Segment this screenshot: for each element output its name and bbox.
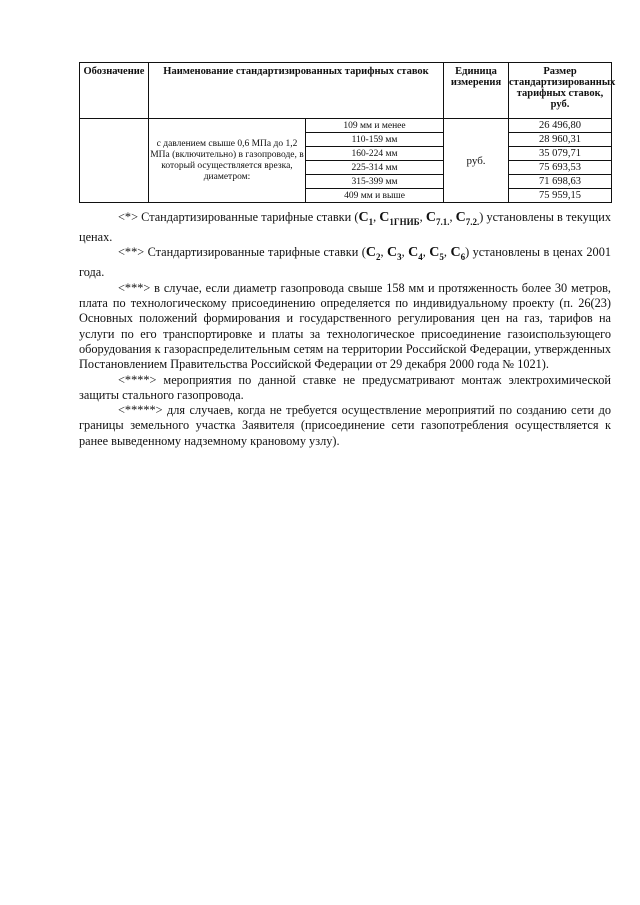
rate-symbol: $C_4$	[408, 245, 423, 263]
footnote-5: <*****> для случаев, когда не требуется осуществление мероприятий по созданию сети до границы земельного участка Заявителя (присоединение сети газопотребления осуществляется к ранее выведенному надземному крановому узлу).	[79, 403, 611, 448]
diameter-cell: 225-314 мм	[306, 161, 444, 175]
value-cell: 71 698,63	[509, 175, 612, 189]
rate-symbol: $C_{7.2.}$	[455, 210, 480, 227]
unit-cell: руб.	[444, 119, 509, 203]
tariff-table	[79, 62, 616, 203]
diameter-cell: 110-159 мм	[306, 133, 444, 147]
diameter-cell: 409 мм и выше	[306, 189, 444, 203]
footnote-3: <***> в случае, если диаметр газопровода свыше 158 мм и протяженность более 30 метров, плата по технологическому присоединению определяется по индивидуальному проекту (п. 26(23) Основных положений формирования и государственного регулирования цен на газ, тарифов на услуги по его транспортировке и платы за технологическое присоединение газоиспользующего оборудования к газораспределительным сетям на территории Российской Федерации, утвержденных Постановлением Правительства Российской Федерации от 29 декабря 2000 года № 1021).	[79, 280, 611, 372]
footnote-1-prefix: <*> Стандартизированные тарифные ставки (	[118, 210, 359, 224]
diameter-cell: 160-224 мм	[306, 147, 444, 161]
rate-symbol: $C_{7.1.}$	[425, 210, 450, 227]
header-unit: Единица измерения	[444, 63, 509, 119]
rate-symbol: $C_5$	[429, 245, 444, 263]
designation-cell	[80, 119, 149, 203]
header-designation: Обозначение	[80, 63, 149, 119]
footnote-2: <**> Стандартизированные тарифные ставки ($C_2$, $C_3$, $C_4$, $C_5$, $C_6$) установлены в ценах 2001 года.	[79, 245, 611, 280]
description-cell: с давлением свыше 0,6 МПа до 1,2 МПа (включительно) в газопроводе, в который осуществляется врезка, диаметром:	[149, 119, 306, 203]
footnotes	[79, 210, 611, 449]
rate-symbol: $C_3$	[386, 245, 402, 263]
value-cell: 75 693,53	[509, 161, 612, 175]
header-name: Наименование стандартизированных тарифных ставок	[149, 63, 444, 119]
footnote-1: <*> Стандартизированные тарифные ставки ($C_1$, $C_{1ГНИБ}$, $C_{7.1.}$, $C_{7.2.}$) установлены в текущих ценах.	[79, 210, 611, 245]
footnote-1-suffix: ) установлены в текущих ценах.	[79, 210, 611, 245]
value-cell: 26 496,80	[509, 119, 612, 133]
value-cell: 28 960,31	[509, 133, 612, 147]
table-header-row	[80, 63, 612, 119]
rate-symbol: $C_2$	[365, 245, 381, 263]
diameter-cell: 109 мм и менее	[306, 119, 444, 133]
footnote-2-suffix: ) установлены в ценах 2001 года.	[79, 245, 611, 280]
value-cell: 35 079,71	[509, 147, 612, 161]
header-size: Размер стандартизированных тарифных ставок, руб.	[509, 63, 612, 119]
table-row	[80, 119, 612, 133]
footnote-4: <****> мероприятия по данной ставке не предусматривают монтаж электрохимической защиты стального газопровода.	[79, 372, 611, 402]
footnote-2-prefix: <**> Стандартизированные тарифные ставки (	[118, 245, 366, 260]
diameter-cell: 315-399 мм	[306, 175, 444, 189]
rate-symbol: $C_1$	[358, 210, 374, 227]
rate-symbol: $C_6$	[450, 245, 466, 263]
value-cell: 75 959,15	[509, 189, 612, 203]
rate-symbol: $C_{1ГНИБ}$	[379, 210, 420, 227]
